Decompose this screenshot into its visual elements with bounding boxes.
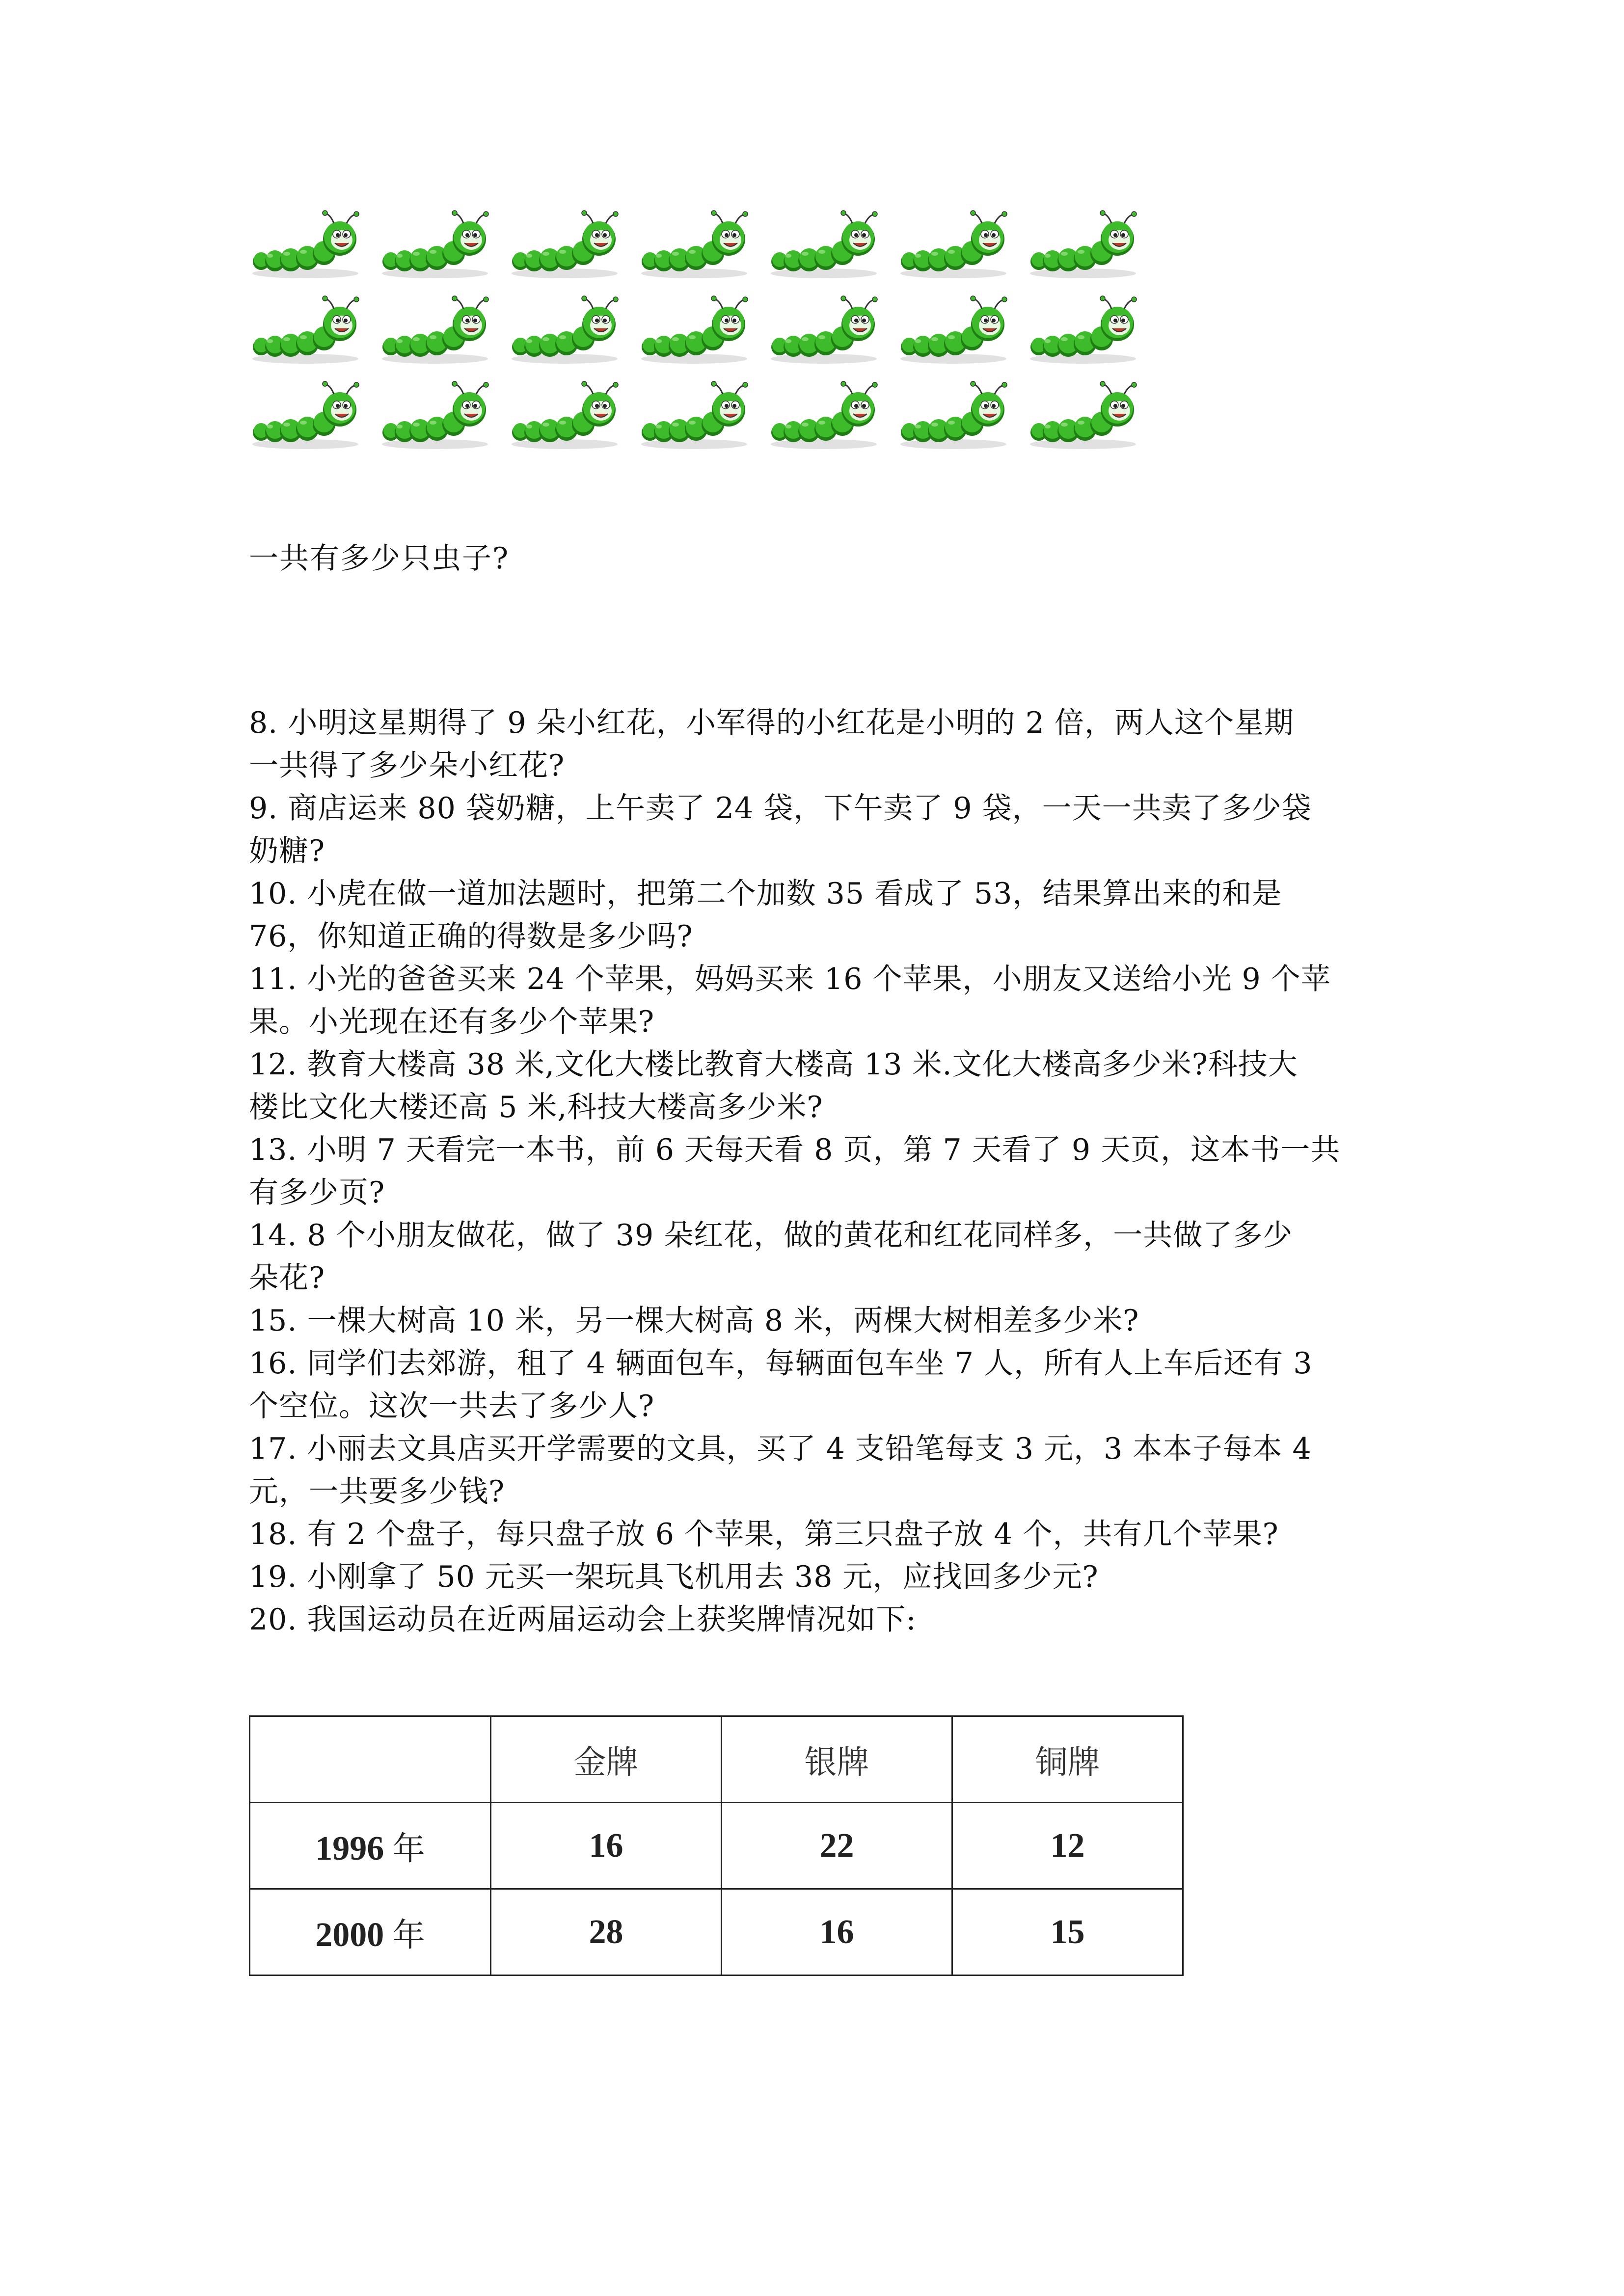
caterpillar-icon: [1028, 379, 1139, 453]
caterpillar-icon: [639, 379, 750, 453]
caterpillar-icon: [510, 379, 621, 453]
table-header-row: [250, 1716, 1183, 1803]
cell-2000-gold: 28: [491, 1889, 722, 1976]
row-year-suffix: 年: [392, 1830, 425, 1868]
row-year-suffix: 年: [392, 1916, 425, 1954]
medal-table: [249, 1715, 1184, 1976]
row-year: 2000: [315, 1916, 384, 1954]
problem-line: 个空位。这次一共去了多少人?: [249, 1389, 655, 1423]
problem-line: 11. 小光的爸爸买来 24 个苹果，妈妈买来 16 个苹果，小朋友又送给小光 9 个苹: [249, 962, 1331, 996]
caterpillar-icon: [898, 294, 1009, 368]
table-row: [250, 1803, 1183, 1889]
problem-line: 20. 我国运动员在近两届运动会上获奖牌情况如下:: [249, 1602, 917, 1637]
caterpillar-icon: [250, 209, 361, 282]
problem-line: 12. 教育大楼高 38 米,文化大楼比教育大楼高 13 米.文化大楼高多少米?科技大: [249, 1047, 1298, 1082]
problem-line: 有多少页?: [249, 1175, 385, 1210]
caterpillar-icon: [639, 209, 750, 282]
problem-line: 果。小光现在还有多少个苹果?: [249, 1005, 655, 1039]
caterpillar-icon: [510, 209, 621, 282]
problem-line: 10. 小虎在做一道加法题时，把第二个加数 35 看成了 53，结果算出来的和是: [249, 877, 1282, 911]
row-label-1996: [250, 1803, 491, 1889]
problem-line: 楼比文化大楼还高 5 米,科技大楼高多少米?: [249, 1090, 823, 1124]
caterpillar-icon: [898, 379, 1009, 453]
caterpillar-icon: [1028, 209, 1139, 282]
cell-2000-silver: 16: [722, 1889, 952, 1976]
problem-line: 9. 商店运来 80 袋奶糖，上午卖了 24 袋，下午卖了 9 袋，一天一共卖了多少袋: [249, 791, 1312, 826]
caterpillar-icon: [380, 294, 491, 368]
problem-line: 朵花?: [249, 1261, 325, 1295]
problem-line: 14. 8 个小朋友做花，做了 39 朵红花，做的黄花和红花同样多，一共做了多少: [249, 1218, 1293, 1253]
caterpillar-icon: [1028, 294, 1139, 368]
caterpillar-icon: [250, 294, 361, 368]
row-label-2000: [250, 1889, 491, 1976]
caterpillar-icon: [769, 209, 880, 282]
table-row: [250, 1889, 1183, 1976]
cell-1996-silver: 22: [722, 1803, 952, 1889]
row-year: 1996: [315, 1830, 384, 1868]
caterpillar-icon: [380, 379, 491, 453]
caterpillar-icon: [639, 294, 750, 368]
caterpillar-icon: [898, 209, 1009, 282]
header-bronze: 铜牌: [952, 1716, 1183, 1803]
cell-1996-gold: 16: [491, 1803, 722, 1889]
problem-line: 76，你知道正确的得数是多少吗?: [249, 919, 693, 954]
header-gold: 金牌: [491, 1716, 722, 1803]
caterpillar-icon: [510, 294, 621, 368]
caterpillar-illustration: [250, 209, 1159, 454]
problem-line: 一共得了多少朵小红花?: [249, 748, 565, 783]
question-text: 一共有多少只虫子?: [249, 541, 510, 576]
cell-2000-bronze: 15: [952, 1889, 1183, 1976]
problem-line: 奶糖?: [249, 834, 325, 868]
caterpillar-icon: [769, 294, 880, 368]
problem-line: 元，一共要多少钱?: [249, 1474, 505, 1509]
problem-line: 8. 小明这星期得了 9 朵小红花，小军得的小红花是小明的 2 倍，两人这个星期: [249, 706, 1294, 740]
problem-line: 16. 同学们去郊游，租了 4 辆面包车，每辆面包车坐 7 人，所有人上车后还有 3: [249, 1346, 1313, 1381]
header-silver: 银牌: [722, 1716, 952, 1803]
problem-line: 19. 小刚拿了 50 元买一架玩具飞机用去 38 元，应找回多少元?: [249, 1560, 1099, 1594]
problem-line: 15. 一棵大树高 10 米，另一棵大树高 8 米，两棵大树相差多少米?: [249, 1304, 1139, 1338]
problem-line: 13. 小明 7 天看完一本书，前 6 天每天看 8 页，第 7 天看了 9 天页，这本书一共: [249, 1133, 1341, 1167]
caterpillar-icon: [250, 379, 361, 453]
problem-line: 17. 小丽去文具店买开学需要的文具，买了 4 支铅笔每支 3 元，3 本本子每本 4: [249, 1432, 1312, 1466]
cell-1996-bronze: 12: [952, 1803, 1183, 1889]
problem-line: 18. 有 2 个盘子，每只盘子放 6 个苹果，第三只盘子放 4 个，共有几个苹果?: [249, 1517, 1279, 1551]
caterpillar-icon: [769, 379, 880, 453]
table-corner-cell: [250, 1716, 491, 1803]
problem-list: [249, 702, 1403, 1641]
caterpillar-icon: [380, 209, 491, 282]
